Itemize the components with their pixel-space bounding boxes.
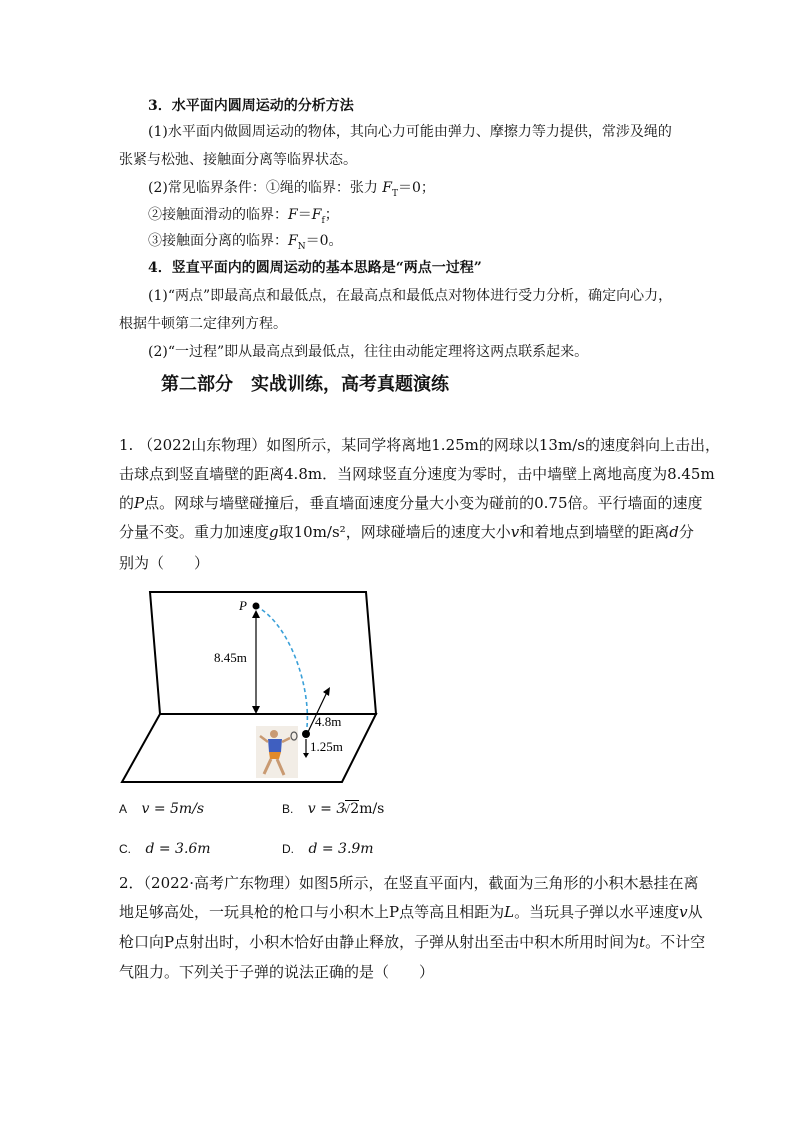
- q1-line4-d: 分: [678, 523, 694, 541]
- q1-line4-var: g: [269, 523, 279, 541]
- section4-p1-line2: 根据牛顿第二定律列方程。: [119, 316, 287, 332]
- q1-line3-var: P: [134, 494, 145, 512]
- section4-title: 4．竖直平面内的圆周运动的基本思路是“两点一过程”: [148, 260, 482, 276]
- section3-p1-line2: 张紧与松弛、接触面分离等临界状态。: [119, 152, 357, 168]
- section3-p3-suffix: ；: [324, 207, 339, 223]
- label-48: 4.8m: [315, 714, 342, 729]
- option-b-text-rad: 2: [350, 801, 360, 817]
- section3-p2-sub: T: [392, 188, 399, 199]
- q1-line3: [119, 492, 703, 514]
- section3-p2-suffix: ＝0；: [398, 180, 435, 196]
- height-845-arrowhead-top: [252, 610, 260, 618]
- section3-p4-var: F: [288, 233, 298, 249]
- label-p: P: [239, 598, 247, 613]
- part2-heading: 第二部分 实战训练，高考真题演练: [161, 374, 449, 395]
- section3-p2: [148, 178, 435, 204]
- q2-line2: [119, 901, 703, 923]
- option-b-label: B.: [282, 802, 294, 816]
- q1-line4: [119, 521, 694, 543]
- q1-line4-var2: v: [510, 523, 520, 541]
- q1-line3-a: 的: [119, 494, 135, 512]
- q2-line2-var2: v: [679, 903, 688, 921]
- label-845: 8.45m: [214, 650, 247, 665]
- section3-p3-eq: ＝: [297, 207, 312, 223]
- q2-line2-a: 地足够高处，一玩具枪的枪口与小积木上P点等高且相距为: [119, 903, 505, 921]
- section3-p3-prefix: ②接触面滑动的临界：: [148, 207, 288, 223]
- section3-p4: [148, 231, 343, 257]
- q2-line1: 2．（2022·高考广东物理）如图5所示，在竖直平面内，截面为三角形的小积木悬挂在离: [119, 874, 699, 892]
- option-c-text: d = 3.6m: [145, 841, 211, 857]
- section3-p4-prefix: ③接触面分离的临界：: [148, 233, 288, 249]
- q2-line2-b: 。当玩具子弹以水平速度: [514, 903, 680, 921]
- option-d-label: D.: [282, 842, 294, 856]
- section3-p1-line1: (1)水平面内做圆周运动的物体，其向心力可能由弹力、摩擦力等力提供，常涉及绳的: [148, 124, 672, 140]
- option-b-radical: [345, 800, 359, 817]
- q1-line4-b: 取10m/s²，网球碰墙后的速度大小: [278, 523, 511, 541]
- q2-line3-var: t: [639, 933, 646, 951]
- height-125-arrowhead: [303, 753, 309, 758]
- option-b-text-post: m/s: [359, 801, 385, 817]
- tennis-player-image: [256, 726, 298, 778]
- q2-line4: 气阻力。下列关于子弹的说法正确的是（ ）: [119, 963, 435, 981]
- section3-p4-sub: N: [297, 241, 306, 252]
- section3-p3-var2: F: [311, 207, 322, 223]
- ball-marker: [302, 730, 310, 738]
- section3-p4-suffix: ＝0。: [305, 233, 343, 249]
- q1-line1: 1. （2022山东物理）如图所示，某同学将离地1.25m的网球以13m/s的速度斜向上击出，: [119, 436, 720, 454]
- height-845-arrowhead-bottom: [252, 706, 260, 714]
- sqrt-icon: √: [343, 803, 351, 816]
- section3-p3-var1: F: [288, 207, 298, 223]
- distance-48-arrowhead: [323, 687, 330, 696]
- option-a[interactable]: [119, 801, 204, 817]
- player-head: [270, 730, 278, 738]
- section3-p3: [148, 205, 339, 231]
- q1-line5: 别为（ ）: [119, 554, 210, 572]
- label-125: 1.25m: [310, 739, 343, 754]
- section4-p1-line1: (1)“两点”即最高点和最低点，在最高点和最低点对物体进行受力分析，确定向心力，: [148, 288, 673, 304]
- option-b-text-pre: v = 3: [307, 801, 346, 817]
- option-c[interactable]: [119, 841, 211, 857]
- section4-p2: (2)“一过程”即从最高点到最低点，往往由动能定理将这两点联系起来。: [148, 344, 589, 360]
- player-shorts: [269, 752, 281, 759]
- option-c-label: C.: [119, 842, 131, 856]
- section3-title: 3．水平面内圆周运动的分析方法: [148, 98, 354, 114]
- section3-p2-prefix: (2)常见临界条件：①绳的临界：张力: [148, 180, 383, 196]
- q2-line2-var: L: [504, 903, 515, 921]
- q1-line2: 击球点到竖直墙壁的距离4.8m．当网球竖直分速度为零时，击中墙壁上离地高度为8.45m: [119, 465, 715, 483]
- option-d-text: d = 3.9m: [308, 841, 374, 857]
- q1-line4-a: 分量不变。重力加速度: [119, 523, 270, 541]
- q1-line4-c: 和着地点到墙壁的距离: [519, 523, 670, 541]
- section3-p3-sub: f: [321, 215, 325, 226]
- option-a-label: A: [119, 802, 128, 816]
- q2-line3-b: 。不计空: [645, 933, 706, 951]
- point-p-marker: [253, 603, 260, 610]
- q2-line3: [119, 931, 705, 953]
- option-b[interactable]: [282, 801, 384, 817]
- q1-line4-var3: d: [669, 523, 679, 541]
- q2-line3-a: 枪口向P点射出时，小积木恰好由静止释放，子弹从射出至击中积木所用时间为: [119, 933, 640, 951]
- section3-p2-var: F: [382, 180, 392, 196]
- option-d[interactable]: [282, 841, 374, 857]
- q1-line3-b: 点。网球与墙壁碰撞后，垂直墙面速度分量大小变为碰前的0.75倍。平行墙面的速度: [144, 494, 703, 512]
- q2-line2-c: 从: [687, 903, 703, 921]
- option-a-text: v = 5m/s: [141, 801, 205, 817]
- player-torso: [268, 739, 282, 752]
- tennis-wall-figure: [118, 586, 398, 790]
